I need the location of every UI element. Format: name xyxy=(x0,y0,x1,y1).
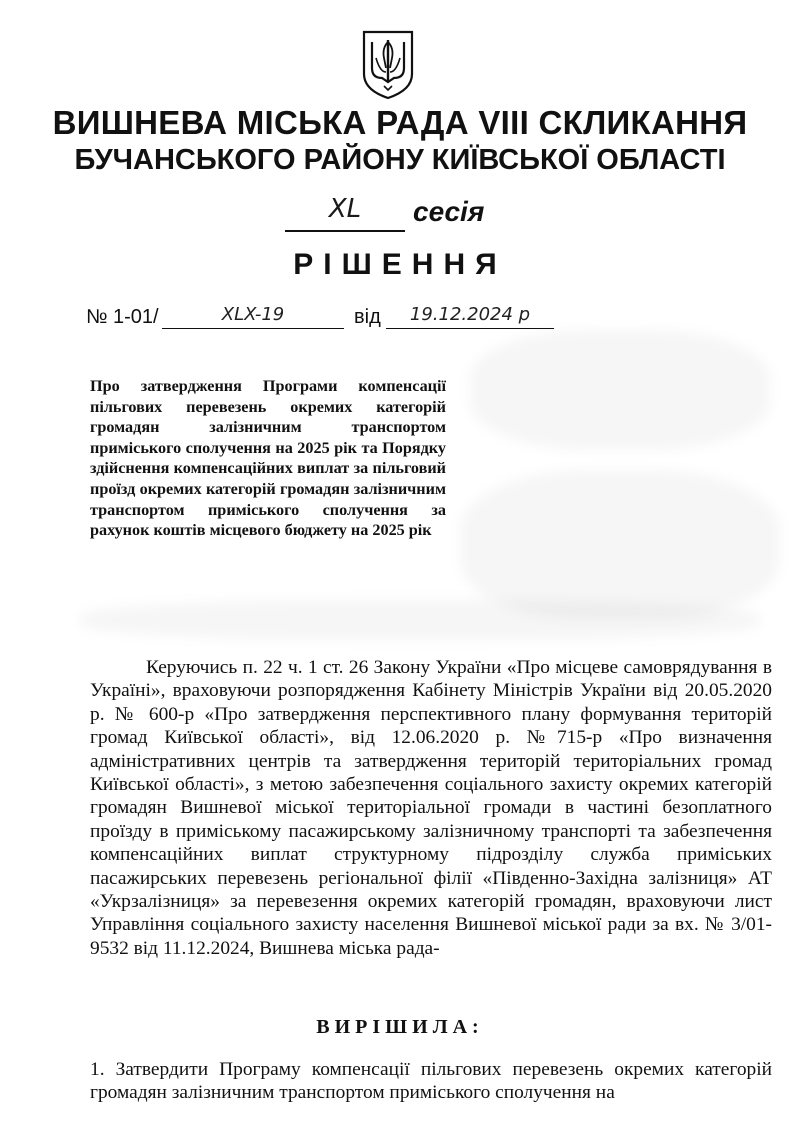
session-number: XL xyxy=(285,194,405,232)
session-label: сесія xyxy=(413,196,485,227)
decision-number-line xyxy=(86,302,531,332)
council-title: ВИШНЕВА МІСЬКА РАДА VIII СКЛИКАННЯ xyxy=(52,104,748,141)
scan-smudge xyxy=(470,330,770,450)
decision-subject: Про затвердження Програми компенсації пільгових перевезень окремих категорій громадян залізничним транспортом приміського сполучення на 2025 рік та Порядку здійснення компенсаційних виплат за пільговий проїзд окремих категорій громадян залізничним транспортом приміського сполучення за рахунок коштів місцевого бюджету на 2025 рік xyxy=(90,377,446,540)
council-subtitle: БУЧАНСЬКОГО РАЙОНУ КИЇВСЬКОЇ ОБЛАСТІ xyxy=(74,144,726,176)
resolution-item: 1. Затвердити Програму компенсації пільгових перевезень окремих категорій громадян залізничним транспортом приміського сполучення на xyxy=(90,1059,772,1104)
decision-date-label: від xyxy=(354,306,381,328)
session-line xyxy=(285,194,525,234)
resolved-heading: ВИРІШИЛА: xyxy=(316,1016,484,1038)
decision-title: РІШЕННЯ xyxy=(293,248,507,281)
scan-smudge xyxy=(460,470,780,620)
preamble-paragraph: Керуючись п. 22 ч. 1 ст. 26 Закону України «Про місцеве самоврядування в Україні», враховуючи розпорядження Кабінету Міністрів України від 20.05.2020 р. № 600-р «Про затвердження перспективного плану формування територій громад Київської області», від 12.06.2020 р. №715-р «Про визначення адміністративних центрів та затвердження територій територіальних громад Київської області», з метою забезпечення соціального захисту окремих категорій громадян Вишневої міської територіальної громади в частині безоплатного проїзду в приміському пасажирському залізничному транспорті та забезпечення компенсаційних виплат структурному підрозділу служба приміських пасажирських перевезень регіональної філії «Південно-Західна залізниця» АТ «Укрзалізниця» за перевезення окремих категорій громадян, враховуючи лист Управління соціального захисту населення Вишневої міської ради за вх. № 3/01- 9532 від 11.12.2024, Вишнева міська рада- xyxy=(90,657,772,959)
decision-number-handwritten: XLX-19 xyxy=(162,304,344,329)
decision-number-prefix: № 1-01/ xyxy=(86,306,159,328)
scan-smudge xyxy=(80,600,760,640)
decision-date-handwritten: 19.12.2024 р xyxy=(386,304,554,329)
trident-coat-of-arms-icon xyxy=(360,28,416,100)
